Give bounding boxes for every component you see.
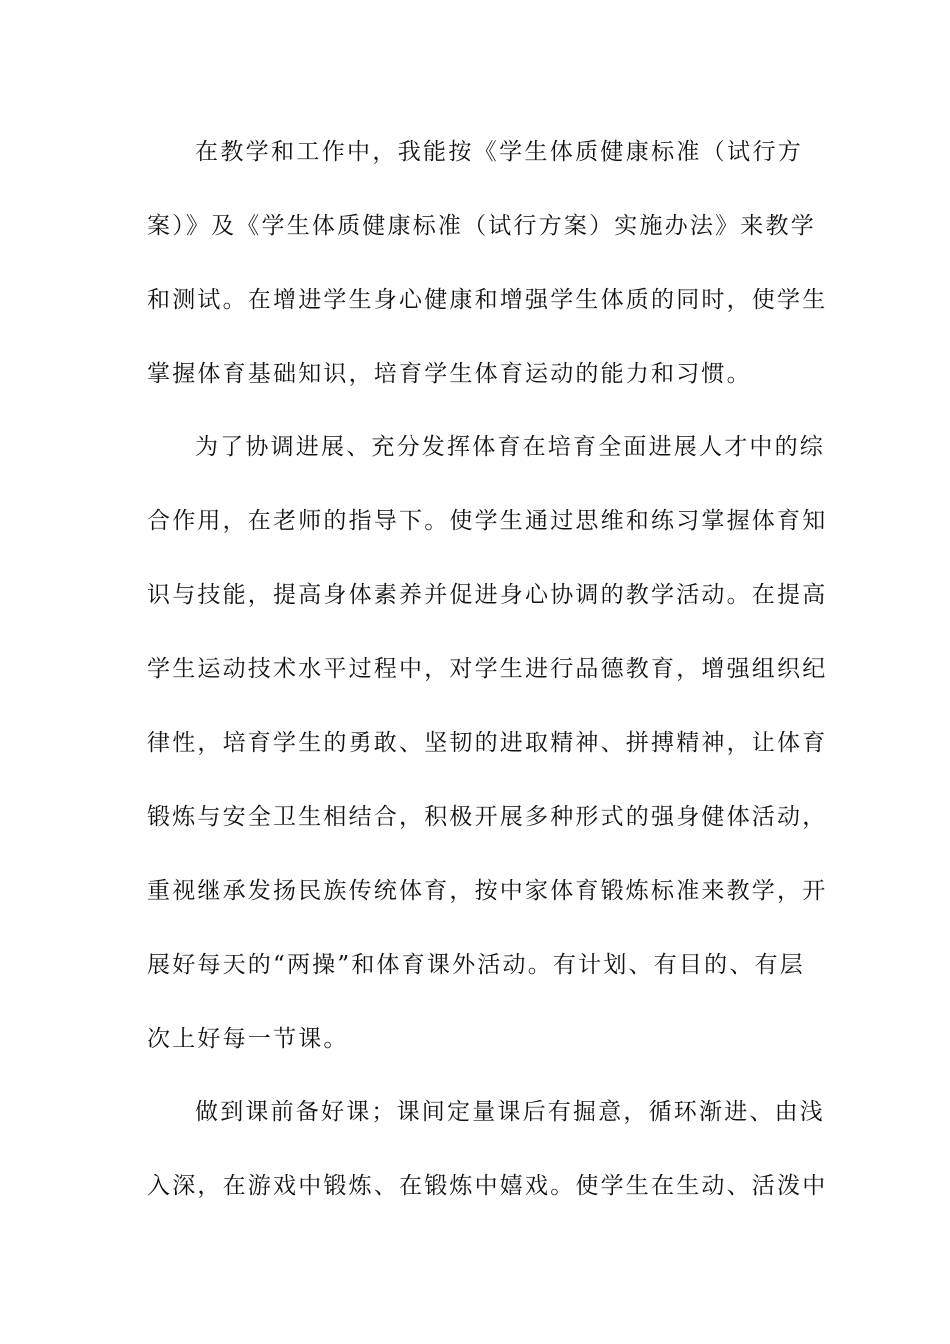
paragraph-2 [147, 410, 828, 1076]
text-line: 做到课前备好课；课间定量课后有掘意，循环渐进、由浅 [195, 1099, 825, 1125]
text-line: 学生运动技术水平过程中，对学生进行品德教育，增强组织纪 [147, 656, 828, 682]
text-line: 为了协调进展、充分发挥体育在培育全面进展人才中的综 [195, 434, 825, 460]
text-line: 识与技能，提高身体素养并促进身心协调的教学活动。在提高 [147, 582, 828, 608]
text-line: 案）》及《学生体质健康标准（试行方案）实施办法》来教学 [147, 213, 816, 239]
text-line: 掌握体育基础知识，培育学生体育运动的能力和习惯。 [147, 361, 752, 387]
paragraph-3 [147, 1075, 828, 1223]
text-line: 律性，培育学生的勇敢、坚韧的进取精神、拼搏精神，让体育 [147, 730, 828, 756]
text-line: 展好每天的“两操”和体育课外活动。有计划、有目的、有层 [147, 952, 805, 978]
text-line: 次上好每一节课。 [147, 1026, 349, 1052]
text-line: 锻炼与安全卫生相结合，积极开展多种形式的强身健体活动， [147, 804, 828, 830]
text-line: 入深，在游戏中锻炼、在锻炼中嬉戏。使学生在生动、活泼中 [147, 1173, 828, 1199]
text-line: 和测试。在增进学生身心健康和增强学生体质的同时，使学生 [147, 287, 828, 313]
text-line: 在教学和工作中，我能按《学生体质健康标准（试行方 [195, 139, 803, 165]
paragraph-1 [147, 115, 828, 411]
text-line: 重视继承发扬民族传统体育，按中家体育锻炼标准来教学，开 [147, 878, 828, 904]
text-line: 合作用，在老师的指导下。使学生通过思维和练习掌握体育知 [147, 508, 828, 534]
